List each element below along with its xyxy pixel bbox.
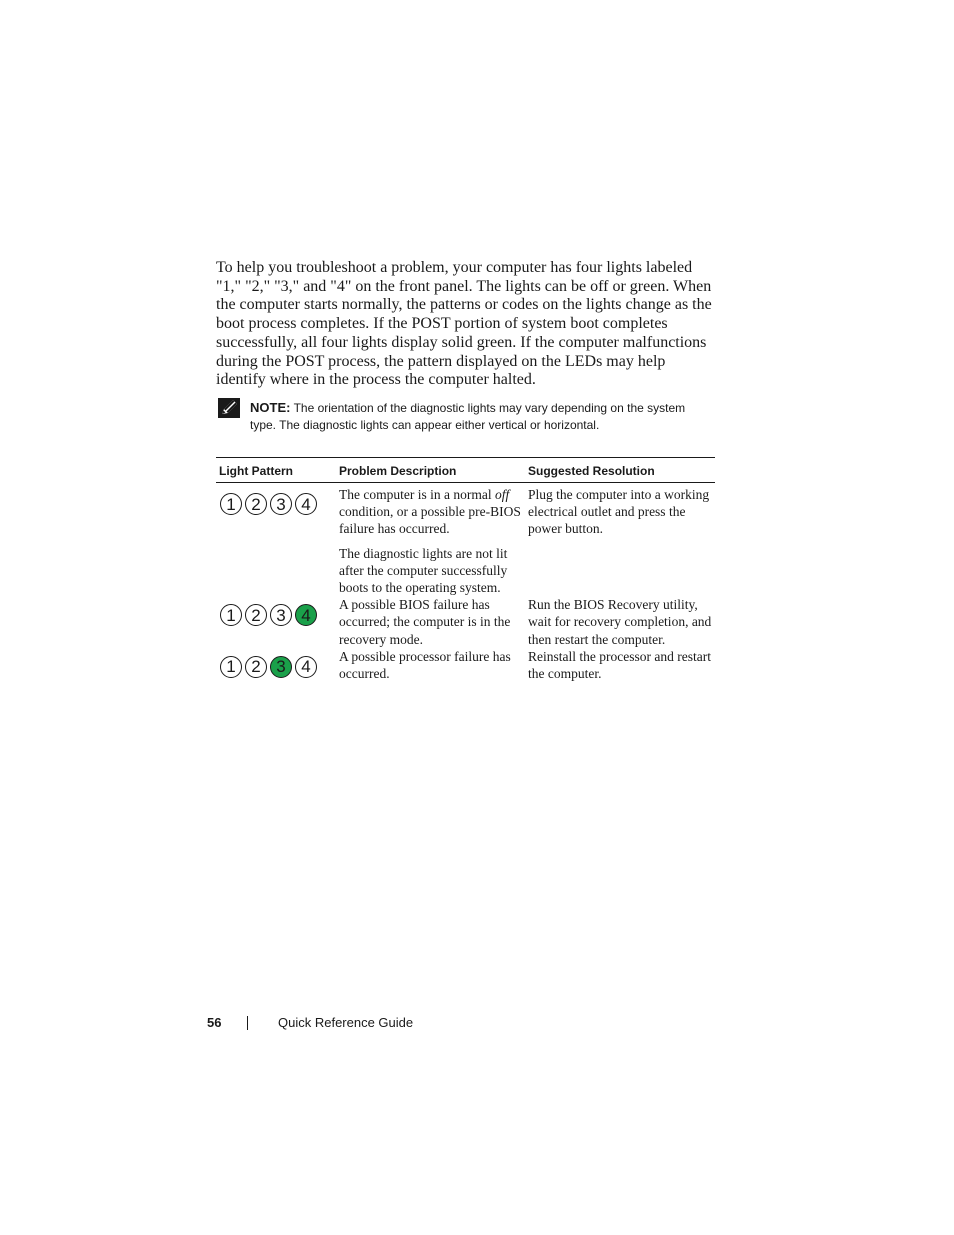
header-problem-description: Problem Description (336, 458, 525, 483)
description-text: The computer is in a normal (339, 487, 495, 502)
problem-description: A possible processor failure has occurred. (339, 648, 511, 682)
header-suggested-resolution: Suggested Resolution (525, 458, 715, 483)
description-text: condition, or a possible pre-BIOS failure has occurred. (339, 504, 521, 537)
problem-description-extra: The diagnostic lights are not lit after the computer successfully boots to the operating system. (339, 545, 508, 596)
diagnostic-light-3-icon: 3 (270, 493, 292, 515)
suggested-resolution-cell: Reinstall the processor and restart the computer. (528, 648, 711, 682)
light-pattern-cell (216, 483, 336, 597)
diagnostic-light-4-icon: 4 (295, 604, 317, 626)
table-row (216, 483, 715, 597)
problem-description-cell (336, 648, 525, 682)
problem-description-cell (336, 483, 525, 597)
diagnostic-light-2-icon: 2 (245, 604, 267, 626)
problem-description (339, 486, 525, 538)
page-footer (207, 1015, 507, 1033)
diagnostic-light-3-icon: 3 (270, 656, 292, 678)
header-light-pattern: Light Pattern (216, 458, 336, 483)
note-text (250, 399, 714, 434)
diagnostic-light-1-icon: 1 (220, 604, 242, 626)
diagnostic-light-4-icon: 4 (295, 493, 317, 515)
footer-divider (247, 1016, 248, 1030)
problem-description-cell (336, 596, 525, 648)
light-pattern-3-on (220, 656, 336, 678)
diagnostic-light-3-icon: 3 (270, 604, 292, 626)
description-emphasis: off (494, 487, 510, 502)
diagnostic-light-1-icon: 1 (220, 656, 242, 678)
footer-title: Quick Reference Guide (278, 1015, 414, 1030)
suggested-resolution-cell: Run the BIOS Recovery utility, wait for recovery completion, and then restart the computer. (528, 597, 712, 647)
diagnostic-light-1-icon: 1 (220, 493, 242, 515)
note-pencil-icon (218, 398, 240, 418)
table-row (216, 648, 715, 682)
suggested-resolution-cell: Plug the computer into a working electrical outlet and press the power button. (528, 487, 710, 537)
diagnostic-lights-table (216, 457, 715, 682)
table-header-row (216, 458, 715, 483)
note-callout (218, 398, 718, 438)
intro-paragraph: To help you troubleshoot a problem, your computer has four lights labeled "1," "2," "3," and "4" on the front panel. The lights can be off or green. When the computer starts normally, the patterns or codes on the lights change as the boot process completes. If the POST portion of system boot completes successfully, all four lights display solid green. If the computer malfunctions during the POST process, the pattern displayed on the LEDs may help identify where in the process the computer halted. (216, 259, 712, 389)
light-pattern-cell (216, 648, 336, 682)
note-body: The orientation of the diagnostic lights may vary depending on the system type. The diagnostic lights can appear either vertical or horizontal. (250, 401, 686, 432)
light-pattern-4-on (220, 604, 336, 626)
light-pattern-cell (216, 596, 336, 648)
note-label: NOTE: (250, 400, 291, 415)
problem-description: A possible BIOS failure has occurred; the computer is in the recovery mode. (339, 597, 511, 647)
diagnostic-light-4-icon: 4 (295, 656, 317, 678)
diagnostic-light-2-icon: 2 (245, 656, 267, 678)
page-number: 56 (207, 1015, 222, 1030)
table-row (216, 596, 715, 648)
diagnostic-light-2-icon: 2 (245, 493, 267, 515)
light-pattern-all-off (220, 493, 336, 515)
